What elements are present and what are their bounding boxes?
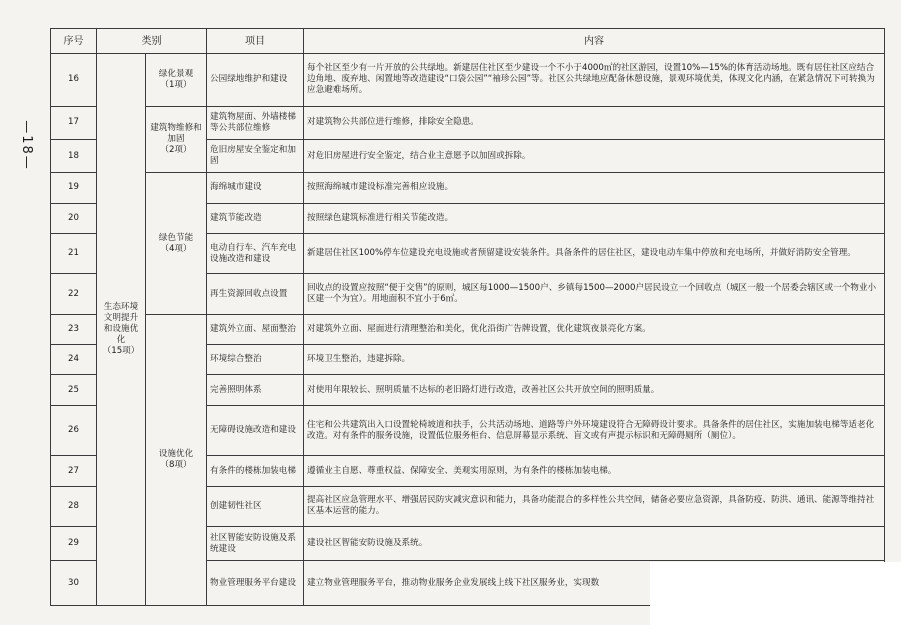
- row-item: 建筑节能改造: [207, 203, 304, 233]
- row-content: 住宅和公共建筑出入口设置轮椅坡道和扶手，公共活动场地、道路等户外环境建设符合无障碍设计要求。具备条件的居住社区，实施加装电梯等适老化改造。对有条件的服务设施，设置低位服务柜台、信息屏幕显示系统、盲文或有声提示标识和无障碍厕所（厕位）。: [304, 405, 885, 456]
- header-category: 类别: [97, 29, 207, 54]
- row-content: 按照海绵城市建设标准完善相应设施。: [304, 173, 885, 203]
- row-number: 26: [51, 405, 97, 456]
- group-count: （1项）: [160, 79, 192, 90]
- main-category: [97, 54, 146, 606]
- group-green-energy: [146, 173, 207, 315]
- row-item: 危旧房屋安全鉴定和加固: [207, 139, 304, 172]
- table-row: [51, 314, 885, 344]
- header-item: 项目: [207, 29, 304, 54]
- main-category-count: （15项）: [102, 346, 140, 356]
- row-number: 30: [51, 561, 97, 606]
- row-number: 25: [51, 375, 97, 405]
- row-number: 19: [51, 173, 97, 203]
- row-content: 回收点的设置应按照“便于交售”的原则，城区每1000—1500户、乡镇每1500—2000户居民设立一个回收点（城区一般一个居委会辖区或一个物业小区建一个为宜）。用地面积不宜小于6㎡。: [304, 274, 885, 314]
- standards-table: [50, 28, 885, 606]
- group-count: （8项）: [160, 459, 192, 470]
- table-row: [51, 173, 885, 203]
- row-content: 环境卫生整治，违建拆除。: [304, 345, 885, 375]
- row-number: 18: [51, 139, 97, 172]
- row-item: 建筑物屋面、外墙楼梯等公共部位维修: [207, 106, 304, 139]
- group-name: 绿色节能: [158, 232, 194, 243]
- group-name: 建筑物维修和加固: [150, 122, 202, 144]
- header-content: 内容: [304, 29, 885, 54]
- group-count: （2项）: [160, 144, 192, 155]
- group-name: 设施优化: [158, 448, 194, 459]
- row-content: 按照绿色建筑标准进行相关节能改造。: [304, 203, 885, 233]
- row-content: 提高社区应急管理水平、增强居民防灾减灾意识和能力，具备功能混合的多样性公共空间，储备必要应急资源，具备防疫、防洪、通讯、能源等维持社区基本运营的能力。: [304, 486, 885, 526]
- row-item: 创建韧性社区: [207, 486, 304, 526]
- row-content: 对建筑外立面、屋面进行清理整治和美化，优化沿街广告牌设置，优化建筑夜景亮化方案。: [304, 314, 885, 344]
- page-number: —18—: [18, 119, 34, 171]
- row-item: 电动自行车、汽车充电设施改造和建设: [207, 233, 304, 273]
- row-item: 海绵城市建设: [207, 173, 304, 203]
- row-number: 27: [51, 456, 97, 486]
- row-item: 环境综合整治: [207, 345, 304, 375]
- row-content: 建设社区智能安防设施及系统。: [304, 527, 885, 561]
- row-number: 20: [51, 203, 97, 233]
- cropped-blank-area: [650, 562, 901, 625]
- table-row: [51, 106, 885, 139]
- row-content: 对使用年限较长、照明质量不达标的老旧路灯进行改造，改善社区公共开放空间的照明质量。: [304, 375, 885, 405]
- row-content: 遵循业主自愿、尊重权益、保障安全、美观实用原则，为有条件的楼栋加装电梯。: [304, 456, 885, 486]
- row-item: 建筑外立面、屋面整治: [207, 314, 304, 344]
- main-category-name: 生态环境文明提升和设施优化: [103, 302, 139, 345]
- row-number: 21: [51, 233, 97, 273]
- group-count: （4项）: [160, 243, 192, 254]
- table-row: [51, 54, 885, 107]
- row-number: 17: [51, 106, 97, 139]
- row-number: 22: [51, 274, 97, 314]
- row-item: 有条件的楼栋加装电梯: [207, 456, 304, 486]
- row-content: 对危旧房屋进行安全鉴定，结合业主意愿予以加固或拆除。: [304, 139, 885, 172]
- row-number: 29: [51, 527, 97, 561]
- row-item: 社区智能安防设施及系统建设: [207, 527, 304, 561]
- row-content: 每个社区至少有一片开放的公共绿地。新建居住社区至少建设一个不小于4000㎡的社区游园，设置10%—15%的体育活动场地。既有居住社区应结合边角地、废弃地、闲置地等改造建设“口袋公园”“袖珍公园”等。社区公共绿地应配备休憩设施，景观环境优美，体现文化内涵，在紧急情况下可转换为应急避难场所。: [304, 54, 885, 107]
- header-seq: 序号: [51, 29, 97, 54]
- row-item: 再生资源回收点设置: [207, 274, 304, 314]
- group-greening: [146, 54, 207, 107]
- group-facility: [146, 314, 207, 605]
- row-number: 28: [51, 486, 97, 526]
- row-content: 对建筑物公共部位进行维修，排除安全隐患。: [304, 106, 885, 139]
- row-number: 24: [51, 345, 97, 375]
- table-header: [51, 29, 885, 54]
- row-item: 无障碍设施改造和建设: [207, 405, 304, 456]
- row-content: 建立物业管理服务平台，推动物业服务企业发展线上线下社区服务业，实现数: [304, 561, 885, 606]
- row-item: 公园绿地维护和建设: [207, 54, 304, 107]
- row-content: 新建居住社区100%停车位建设充电设施或者预留建设安装条件。具备条件的居住社区，建设电动车集中停放和充电场所，并做好消防安全管理。: [304, 233, 885, 273]
- group-maintenance: [146, 106, 207, 173]
- row-item: 物业管理服务平台建设: [207, 561, 304, 606]
- row-number: 16: [51, 54, 97, 107]
- group-name: 绿化景观: [158, 68, 194, 79]
- row-item: 完善照明体系: [207, 375, 304, 405]
- row-number: 23: [51, 314, 97, 344]
